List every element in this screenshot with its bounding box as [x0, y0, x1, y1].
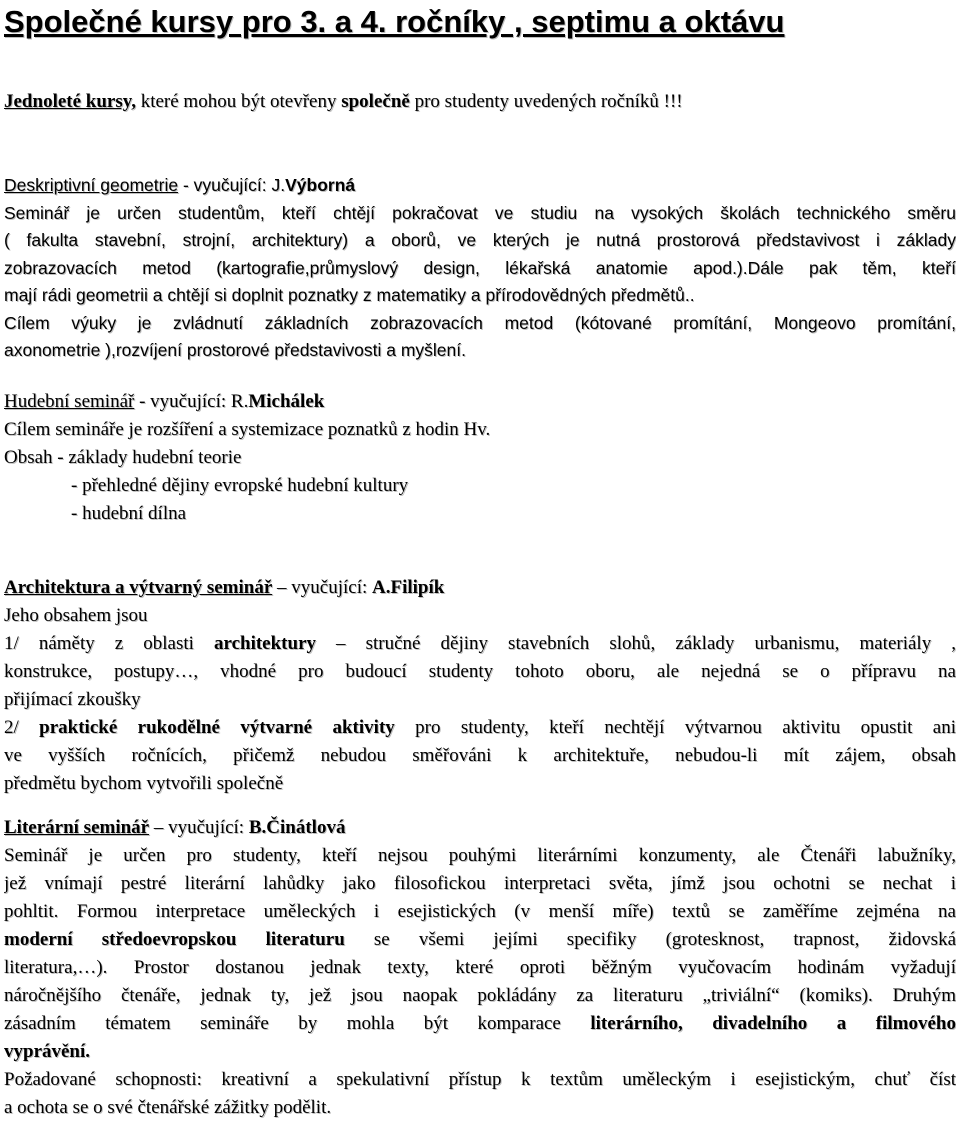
paragraph-line: předmětu bychom vytvořili společně: [4, 773, 284, 794]
paragraph-line: a ochota se o své čtenářské zážitky podělit.: [4, 1097, 332, 1118]
intro-lead: Jednoleté kursy,: [4, 91, 136, 112]
intro-mid: které mohou být otevřeny: [135, 91, 342, 112]
paragraph-line: literatura,…). Prostor dostanou jednak texty, které oproti běžným vyučovacím hodinám vyžadují: [4, 957, 956, 978]
paragraph-line: konstrukce, postupy…, vhodné pro budoucí studenty tohoto oboru, ale nejedná se o přípravu na: [4, 661, 956, 682]
teacher-name: A.Filipík: [372, 577, 445, 598]
section-header: [4, 574, 956, 602]
paragraph-line: ( fakulta stavební, strojní, architektury) a oborů, ve kterých je nutná prostorová představivost i základy: [4, 230, 956, 250]
paragraph-line: přijímací zkoušky: [4, 689, 141, 710]
text-run-bold: praktické rukodělné výtvarné aktivity: [39, 717, 395, 738]
text-run: 2/: [4, 717, 40, 738]
section-heading: Architektura a výtvarný seminář: [4, 577, 273, 598]
section-header: [4, 388, 956, 416]
text-run: se všemi jejími specifiky (grotesknost, trapnost, židovská: [344, 929, 956, 950]
teacher-initial: J.: [271, 175, 286, 195]
list-item: - přehledné dějiny evropské hudební kultury: [71, 475, 409, 496]
teacher-label: – vyučující:: [272, 577, 372, 598]
teacher-name: B.Činátlová: [248, 817, 346, 838]
section-heading: Literární seminář: [4, 817, 150, 838]
paragraph-line: Jeho obsahem jsou: [4, 605, 148, 626]
section-hudebni-seminar: [4, 388, 956, 528]
list-item: - hudební dílna: [71, 503, 187, 524]
teacher-name: Výborná: [285, 175, 356, 195]
paragraph-line: mají rádi geometrii a chtějí si doplnit poznatky z matematiky a přírodovědných předmětů..: [4, 285, 695, 305]
intro-bold: společně: [341, 91, 410, 112]
paragraph-line: pohltit. Formou interpretace uměleckých i esejistických (v menší míře) textů se zaměříme zejména na: [4, 901, 956, 922]
paragraph-line: [4, 1010, 956, 1038]
teacher-label: – vyučující:: [149, 817, 249, 838]
page-title: Společné kursy pro 3. a 4. ročníky , septimu a oktávu: [4, 4, 785, 39]
section-literarni-seminar: [4, 814, 956, 1122]
section-deskriptivni-geometrie: [4, 172, 956, 365]
paragraph-line: axonometrie ),rozvíjení prostorové představivosti a myšlení.: [4, 340, 466, 360]
teacher-initial: R.: [230, 391, 249, 412]
section-architektura: [4, 574, 956, 798]
paragraph-line: Seminář je určen studentům, kteří chtějí pokračovat ve studiu na vysokých školách technického směru: [4, 202, 956, 223]
paragraph-line: ve vyšších ročnících, přičemž nebudou směřováni k architektuře, nebudou-li mít zájem, obsah: [4, 745, 956, 766]
paragraph-line: Cílem výuky je zvládnutí základních zobrazovacích metod (kótované promítání, Mongeovo promítání,: [4, 312, 956, 333]
section-header: [4, 172, 956, 200]
text-run: 1/ náměty z oblasti: [4, 633, 214, 654]
paragraph-line: jež vnímají pestré literární lahůdky jako filosofickou interpretaci světa, jímž jsou ochotni se nechat i: [4, 873, 956, 894]
teacher-name: Michálek: [248, 391, 325, 412]
paragraph-line: [4, 926, 956, 954]
text-run-bold: vyprávění.: [4, 1041, 91, 1062]
section-heading: Deskriptivní geometrie: [4, 175, 179, 195]
intro-line: [4, 90, 683, 114]
paragraph-line: zobrazovacích metod (kartografie,průmyslový design, lékařská anatomie apod.).Dále pak těm, kteří: [4, 257, 956, 278]
paragraph-line: Seminář je určen pro studenty, kteří nejsou pouhými literárními konzumenty, ale Čtenáři labužníky,: [4, 845, 956, 866]
intro-tail: pro studenty uvedených ročníků !!!: [409, 91, 683, 112]
text-run-bold: literárního, divadelního a filmového: [590, 1013, 956, 1034]
paragraph-line: Požadované schopnosti: kreativní a spekulativní přístup k textům uměleckým i esejistickým, chuť číst: [4, 1069, 956, 1090]
text-run: pro studenty, kteří nechtějí výtvarnou aktivitu opustit ani: [394, 717, 956, 738]
paragraph-line: [4, 1038, 956, 1066]
text-run-bold: architektury: [213, 633, 317, 654]
paragraph-line: [4, 714, 956, 742]
text-run-bold: moderní středoevropskou literaturu: [4, 929, 345, 950]
paragraph-line: [4, 630, 956, 658]
text-run: zásadním tématem semináře by mohla být komparace: [4, 1013, 591, 1034]
section-header: [4, 814, 956, 842]
teacher-label: - vyučující:: [134, 391, 231, 412]
paragraph-line: Cílem semináře je rozšíření a systemizace poznatků z hodin Hv.: [4, 419, 491, 440]
paragraph-line: náročnějšího čtenáře, jednak ty, jež jsou naopak pokládány za literaturu „triviální“ (komiks). Druhým: [4, 985, 956, 1006]
teacher-label: - vyučující:: [178, 175, 272, 195]
text-run: – stručné dějiny stavebních slohů, základy urbanismu, materiály ,: [316, 633, 956, 654]
paragraph-line: Obsah - základy hudební teorie: [4, 447, 242, 468]
section-heading: Hudební seminář: [4, 391, 135, 412]
